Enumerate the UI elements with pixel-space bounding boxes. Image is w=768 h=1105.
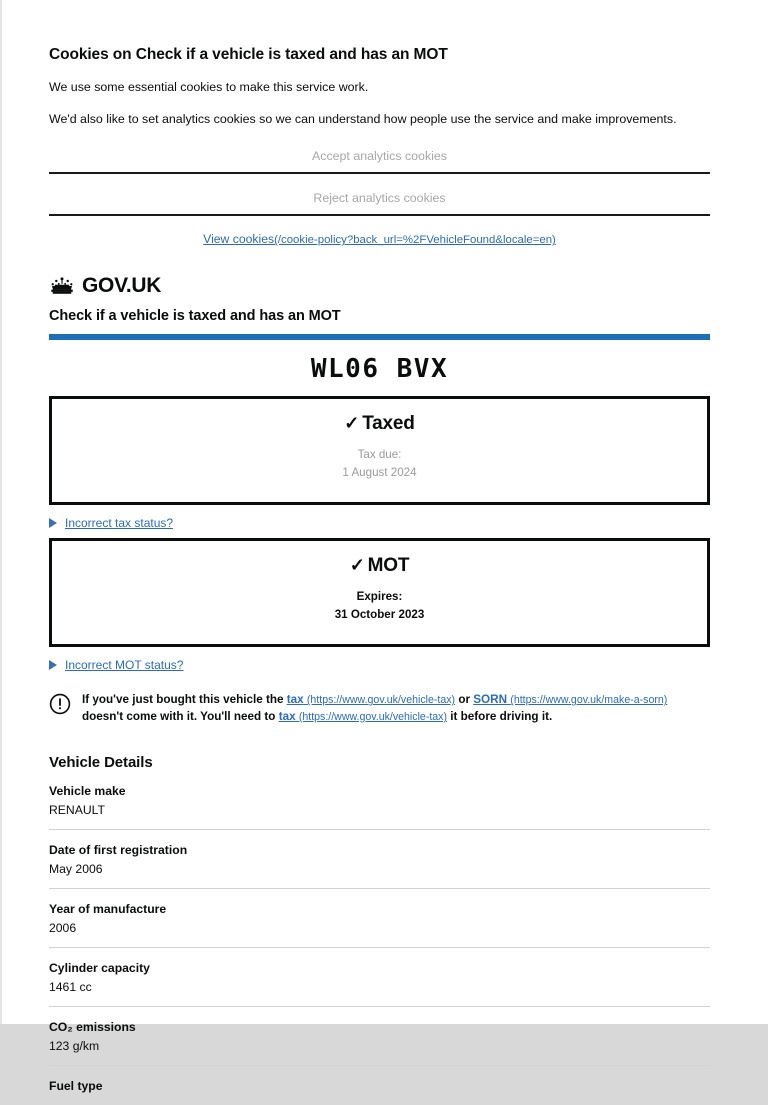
check-icon: ✓ <box>349 555 365 576</box>
warning-tax-link-2-label: tax <box>278 709 296 723</box>
tax-status-label: Taxed <box>362 413 415 435</box>
view-cookies-link[interactable] <box>203 232 556 246</box>
detail-value: May 2006 <box>49 861 103 876</box>
detail-value: 1461 cc <box>49 979 92 994</box>
service-name: Check if a vehicle is taxed and has an MOT <box>49 308 341 325</box>
cookie-banner <box>49 0 710 248</box>
mot-status-heading <box>62 555 697 577</box>
detail-row <box>49 771 710 830</box>
detail-label: Fuel type <box>49 1078 103 1093</box>
warning-text-part-3: doesn't come with it. You'll need to <box>82 709 279 723</box>
detail-label: CO₂ emissions <box>49 1019 136 1034</box>
tax-status-box <box>49 396 710 505</box>
mot-expiry-label: Expires: <box>356 590 403 604</box>
detail-value: 123 g/km <box>49 1038 100 1053</box>
cookie-banner-paragraph-2: We'd also like to set analytics cookies so we can understand how people use the service and make improvements. <box>49 111 677 126</box>
warning-tax-link-2-url: (https://www.gov.uk/vehicle-tax) <box>298 710 448 723</box>
tax-due-block <box>62 435 697 482</box>
disclosure-triangle-icon <box>49 660 57 670</box>
warning-tax-link-1-url: (https://www.gov.uk/vehicle-tax) <box>306 694 456 707</box>
detail-value: 2006 <box>49 920 77 935</box>
vehicle-tax-warning-panel <box>49 672 710 725</box>
detail-label: Vehicle make <box>49 783 126 798</box>
warning-tax-link-1[interactable] <box>287 693 455 706</box>
check-icon: ✓ <box>344 413 360 434</box>
exclamation-circle-icon <box>49 693 71 715</box>
view-cookies-url: (/cookie-policy?back_url=%2FVehicleFound&locale=en) <box>274 234 556 247</box>
cookie-banner-title: Cookies on Check if a vehicle is taxed and has an MOT <box>49 46 448 63</box>
warning-text-part-1: If you've just bought this vehicle the <box>82 693 287 707</box>
detail-row <box>49 948 710 1007</box>
vehicle-tax-warning-text <box>82 692 700 725</box>
warning-text-part-2: or <box>455 693 474 707</box>
tax-status-heading <box>62 413 697 435</box>
cookie-banner-paragraph-1: We use some essential cookies to make this service work. <box>49 80 369 94</box>
warning-text-part-4: it before driving it. <box>447 709 553 723</box>
incorrect-mot-status-row[interactable] <box>49 647 710 672</box>
govuk-crown-icon <box>49 276 75 296</box>
reject-analytics-cookies-button[interactable]: Reject analytics cookies <box>49 187 710 216</box>
mot-expiry-block <box>62 577 697 624</box>
warning-tax-link-1-label: tax <box>286 693 304 707</box>
detail-row <box>49 830 710 889</box>
incorrect-tax-status-row[interactable] <box>49 505 710 530</box>
vehicle-registration-plate: WL06 BVX <box>310 354 449 385</box>
govuk-header <box>49 248 710 298</box>
incorrect-mot-status-link[interactable]: Incorrect MOT status? <box>65 658 184 673</box>
detail-value: RENAULT <box>49 802 105 817</box>
mot-status-label: MOT <box>367 555 410 577</box>
mot-status-box <box>49 538 710 647</box>
warning-tax-link-2[interactable] <box>279 710 447 723</box>
warning-sorn-link-url: (https://www.gov.uk/make-a-sorn) <box>510 694 668 707</box>
mot-expiry-date: 31 October 2023 <box>334 608 425 622</box>
detail-row <box>49 1007 710 1066</box>
view-cookies-label: View cookies <box>203 232 275 247</box>
govuk-wordmark: GOV.UK <box>82 274 162 298</box>
tax-due-label: Tax due: <box>357 448 402 462</box>
detail-label: Cylinder capacity <box>49 960 150 975</box>
tax-due-date: 1 August 2024 <box>342 466 417 480</box>
view-cookies-row <box>49 216 710 248</box>
detail-label: Date of first registration <box>49 842 188 857</box>
detail-row <box>49 889 710 948</box>
vehicle-details-title: Vehicle Details <box>49 753 153 771</box>
cookie-banner-actions <box>49 127 710 216</box>
detail-row <box>49 1066 710 1105</box>
disclosure-triangle-icon <box>49 518 57 528</box>
warning-sorn-link[interactable] <box>473 693 667 706</box>
detail-label: Year of manufacture <box>49 901 167 916</box>
incorrect-tax-status-link[interactable]: Incorrect tax status? <box>65 516 174 531</box>
warning-sorn-link-label: SORN <box>473 693 508 707</box>
accept-analytics-cookies-button[interactable]: Accept analytics cookies <box>49 145 710 174</box>
